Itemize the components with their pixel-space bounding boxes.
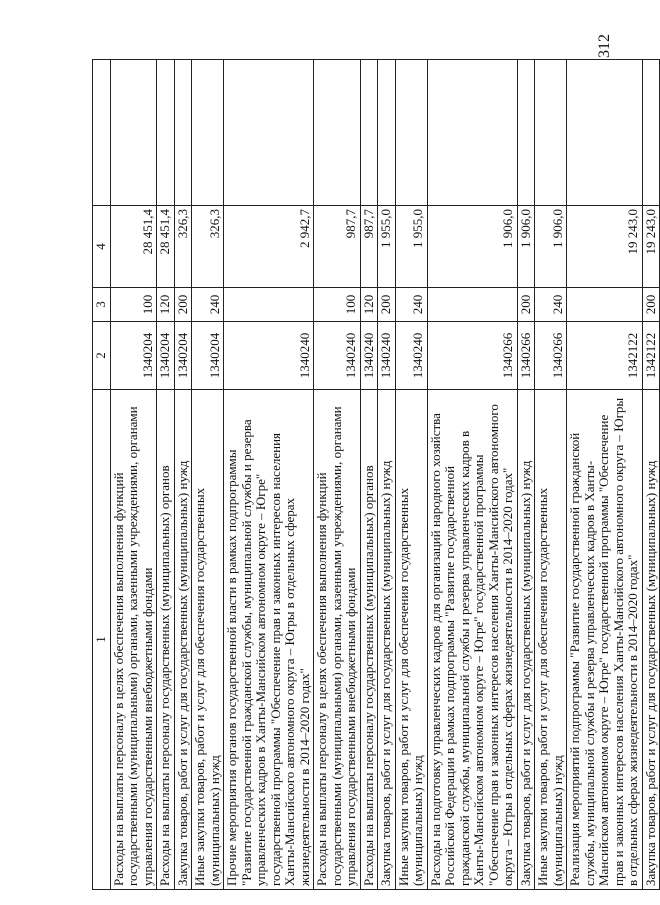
row-blank-cell <box>395 60 427 206</box>
row-code-cell: 1340266 <box>535 322 567 390</box>
row-sum-cell: 987,7 <box>314 206 361 288</box>
row-code-cell: 1342122 <box>567 322 643 390</box>
budget-table <box>92 59 660 890</box>
row-blank-cell <box>174 60 192 206</box>
row-code-cell: 1340204 <box>157 322 175 390</box>
row-sum-cell: 2 942,7 <box>224 206 314 288</box>
row-type-cell: 200 <box>517 288 535 322</box>
row-name-cell: Расходы на выплаты персоналу государственных (муниципальных) органов <box>360 390 378 890</box>
row-name-cell: Закупка товаров, работ и услуг для государственных (муниципальных) нужд <box>517 390 535 890</box>
table-row <box>642 60 660 890</box>
row-name-cell: Иные закупки товаров, работ и услуг для обеспечения государственных (муниципальных) нужд <box>192 390 224 890</box>
row-type-cell: 120 <box>157 288 175 322</box>
row-type-cell <box>224 288 314 322</box>
row-sum-cell: 1 955,0 <box>378 206 396 288</box>
row-code-cell: 1340266 <box>517 322 535 390</box>
row-sum-cell: 1 906,0 <box>535 206 567 288</box>
row-sum-cell: 987,7 <box>360 206 378 288</box>
row-blank-cell <box>224 60 314 206</box>
row-type-cell: 100 <box>110 288 157 322</box>
header-cell-type: 3 <box>93 288 111 322</box>
row-name-cell: Иные закупки товаров, работ и услуг для обеспечения государственных (муниципальных) нужд <box>535 390 567 890</box>
table-row <box>360 60 378 890</box>
row-code-cell: 1342122 <box>642 322 660 390</box>
table-row <box>224 60 314 890</box>
header-cell-sum: 4 <box>93 206 111 288</box>
row-code-cell: 1340204 <box>174 322 192 390</box>
row-type-cell <box>427 288 517 322</box>
row-name-cell: Реализация мероприятий подпрограммы "Развитие государственной гражданской службы, муниципальной службы и резерва управленческих кадров в Ханты-Мансийском автономном округе – Югре" государственной программы "Обеспечение прав и законных интересов населения Ханты-Мансийского автономного округа – Югры в отдельных сферах жизнедеятельности в 2014–2020 годах" <box>567 390 643 890</box>
row-type-cell: 200 <box>378 288 396 322</box>
row-code-cell: 1340240 <box>314 322 361 390</box>
row-type-cell: 100 <box>314 288 361 322</box>
table-row <box>517 60 535 890</box>
row-code-cell: 1340240 <box>395 322 427 390</box>
header-cell-blank <box>93 60 111 206</box>
row-blank-cell <box>535 60 567 206</box>
row-name-cell: Закупка товаров, работ и услуг для государственных (муниципальных) нужд <box>642 390 660 890</box>
rotated-table-wrapper <box>92 60 658 890</box>
row-blank-cell <box>567 60 643 206</box>
table-row <box>567 60 643 890</box>
table-row <box>427 60 517 890</box>
table-row <box>157 60 175 890</box>
row-code-cell: 1340240 <box>224 322 314 390</box>
row-blank-cell <box>642 60 660 206</box>
row-type-cell: 200 <box>174 288 192 322</box>
row-type-cell <box>567 288 643 322</box>
row-blank-cell <box>360 60 378 206</box>
row-name-cell: Расходы на выплаты персоналу государственных (муниципальных) органов <box>157 390 175 890</box>
table-row <box>535 60 567 890</box>
row-type-cell: 120 <box>360 288 378 322</box>
row-code-cell: 1340266 <box>427 322 517 390</box>
row-blank-cell <box>427 60 517 206</box>
row-blank-cell <box>517 60 535 206</box>
row-type-cell: 200 <box>642 288 660 322</box>
row-sum-cell: 28 451,4 <box>110 206 157 288</box>
row-name-cell: Расходы на выплаты персоналу в целях обеспечения выполнения функций государственными (муниципальными) органами, казенными учреждениями, органами управления государственными внебюджетными фондами <box>314 390 361 890</box>
row-sum-cell: 28 451,4 <box>157 206 175 288</box>
row-sum-cell: 1 906,0 <box>517 206 535 288</box>
row-name-cell: Закупка товаров, работ и услуг для государственных (муниципальных) нужд <box>378 390 396 890</box>
table-row <box>395 60 427 890</box>
table-row <box>110 60 157 890</box>
row-code-cell: 1340240 <box>360 322 378 390</box>
table-row <box>314 60 361 890</box>
table-header-row <box>93 60 111 890</box>
row-name-cell: Закупка товаров, работ и услуг для государственных (муниципальных) нужд <box>174 390 192 890</box>
row-name-cell: Расходы на выплаты персоналу в целях обеспечения выполнения функций государственными (муниципальными) органами, казенными учреждениями, органами управления государственными внебюджетными фондами <box>110 390 157 890</box>
row-blank-cell <box>314 60 361 206</box>
row-type-cell: 240 <box>535 288 567 322</box>
row-sum-cell: 1 955,0 <box>395 206 427 288</box>
page-number: 312 <box>596 34 613 58</box>
header-cell-code: 2 <box>93 322 111 390</box>
row-blank-cell <box>192 60 224 206</box>
row-blank-cell <box>110 60 157 206</box>
row-code-cell: 1340240 <box>378 322 396 390</box>
row-sum-cell: 1 906,0 <box>427 206 517 288</box>
row-code-cell: 1340204 <box>192 322 224 390</box>
table-row <box>192 60 224 890</box>
row-sum-cell: 326,3 <box>174 206 192 288</box>
row-blank-cell <box>378 60 396 206</box>
row-code-cell: 1340204 <box>110 322 157 390</box>
row-sum-cell: 19 243,0 <box>642 206 660 288</box>
row-sum-cell: 19 243,0 <box>567 206 643 288</box>
row-name-cell: Расходы на подготовку управленческих кадров для организаций народного хозяйства Российской Федерации в рамках подпрограммы "Развитие государственной гражданской службы, муниципальной службы и резерва управленческих кадров в Ханты-Мансийском автономном округе – Югре" государственной программы "Обеспечение прав и законных интересов населения Ханты-Мансийского автономного округа – Югры в отдельных сферах жизнедеятельности в 2014–2020 годах" <box>427 390 517 890</box>
row-name-cell: Прочие мероприятия органов государственной власти в рамках подпрограммы "Развитие государственной гражданской службы, муниципальной службы и резерва управленческих кадров в Ханты-Мансийском автономном округе – Югре" государственной программы "Обеспечение прав и законных интересов населения Ханты-Мансийского автономного округа – Югры в отдельных сферах жизнедеятельности в 2014–2020 годах" <box>224 390 314 890</box>
row-blank-cell <box>157 60 175 206</box>
table-row <box>174 60 192 890</box>
header-cell-name: 1 <box>93 390 111 890</box>
row-type-cell: 240 <box>192 288 224 322</box>
table-row <box>378 60 396 890</box>
row-type-cell: 240 <box>395 288 427 322</box>
row-name-cell: Иные закупки товаров, работ и услуг для обеспечения государственных (муниципальных) нужд <box>395 390 427 890</box>
row-sum-cell: 326,3 <box>192 206 224 288</box>
table-body <box>93 60 660 890</box>
